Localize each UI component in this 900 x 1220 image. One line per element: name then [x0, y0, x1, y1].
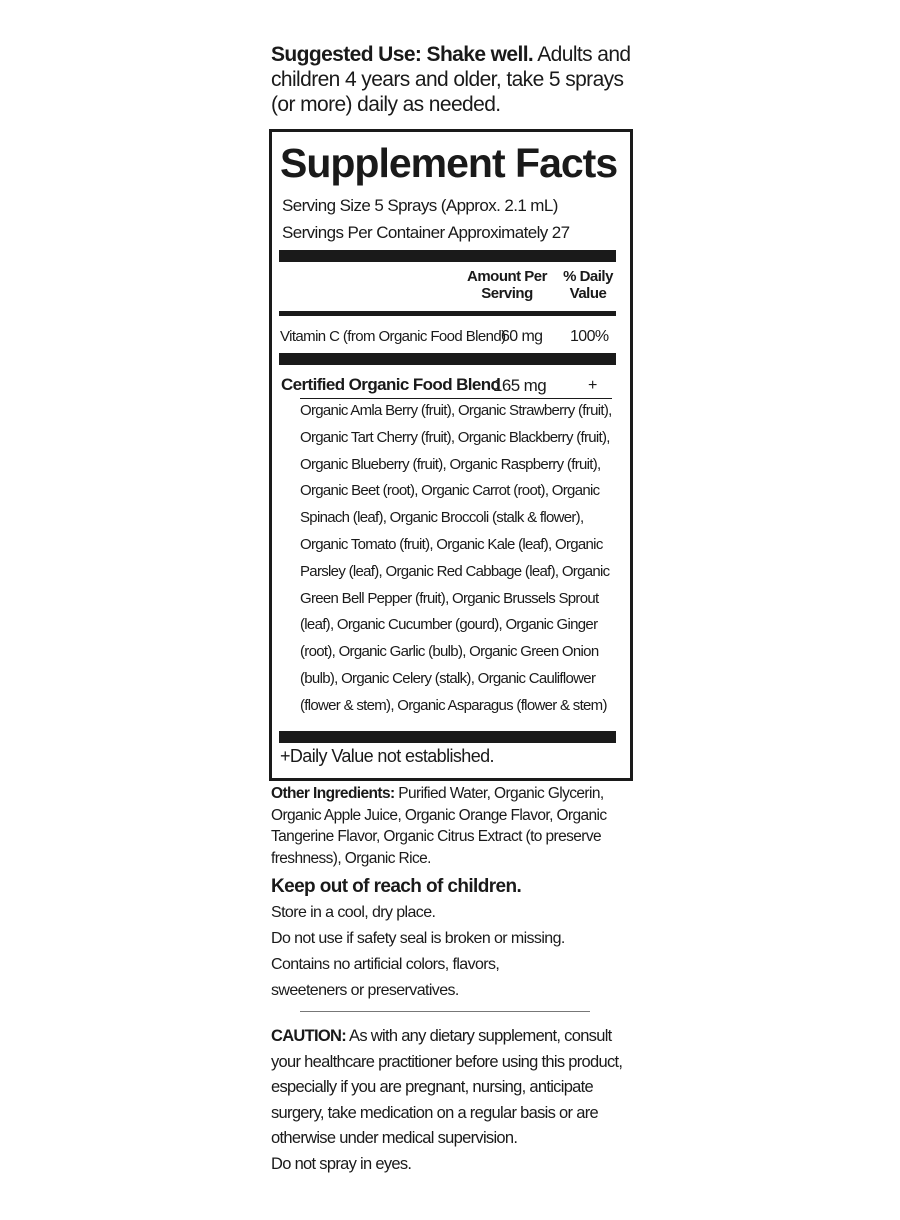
storage-line: Do not use if safety seal is broken or missing.	[271, 930, 565, 947]
caution-last-line: Do not spray in eyes.	[271, 1154, 412, 1173]
ingredient-line: Green Bell Pepper (fruit), Organic Brussels Sprout	[300, 589, 599, 607]
suggested-use	[271, 42, 651, 117]
other-ingredients-text: Purified Water, Organic Glycerin, Organic Apple Juice, Organic Orange Flavor, Organic Tangerine Flavor, Organic Citrus Extract (to preserve freshness), Organic Rice.	[271, 785, 607, 867]
keep-out-warning: Keep out of reach of children.	[271, 876, 522, 897]
ingredient-line: (root), Organic Garlic (bulb), Organic Green Onion	[300, 643, 599, 661]
ingredient-line: Organic Tomato (fruit), Organic Kale (leaf), Organic	[300, 536, 603, 553]
thick-divider	[279, 353, 616, 365]
section-divider	[300, 1011, 590, 1012]
ingredient-line: Organic Beet (root), Organic Carrot (root), Organic	[300, 482, 600, 500]
caution-label: CAUTION:	[271, 1027, 347, 1045]
ingredient-line: (bulb), Organic Celery (stalk), Organic Cauliflower	[300, 670, 596, 687]
vitamin-c-name: Vitamin C (from Organic Food Blend)	[280, 328, 506, 345]
ingredient-line: Parsley (leaf), Organic Red Cabbage (leaf), Organic	[300, 562, 610, 580]
caution-text: As with any dietary supplement, consult your healthcare practitioner before using this product, especially if you are pregnant, nursing, anticipate surgery, take medication on a regular basis or are otherwise under medical supervision.	[271, 1027, 623, 1147]
ingredient-line: Spinach (leaf), Organic Broccoli (stalk & flower),	[300, 509, 584, 527]
caution-block	[271, 1024, 631, 1177]
vitamin-c-amount: 60 mg	[501, 328, 543, 345]
supplement-facts-panel	[269, 129, 633, 781]
storage-line: Store in a cool, dry place.	[271, 904, 436, 921]
blend-name: Certified Organic Food Blend	[281, 375, 501, 394]
other-ingredients-label: Other Ingredients:	[271, 785, 395, 802]
ingredient-line: Organic Blueberry (fruit), Organic Raspberry (fruit),	[300, 455, 601, 473]
ingredient-line: Organic Tart Cherry (fruit), Organic Blackberry (fruit),	[300, 428, 610, 446]
thin-divider	[300, 398, 612, 399]
suggested-use-label: Suggested Use: Shake well.	[271, 43, 534, 66]
daily-value-header: % Daily Value	[563, 268, 613, 302]
serving-size: Serving Size 5 Sprays (Approx. 2.1 mL)	[282, 196, 558, 215]
storage-line: sweeteners or preservatives.	[271, 982, 459, 999]
thick-divider	[279, 731, 616, 743]
blend-dv: +	[588, 377, 597, 394]
storage-line: Contains no artificial colors, flavors,	[271, 956, 500, 973]
ingredient-line: (flower & stem), Organic Asparagus (flower & stem)	[300, 696, 607, 714]
vitamin-c-dv: 100%	[570, 328, 609, 345]
amount-per-serving-header: Amount Per Serving	[466, 268, 547, 302]
ingredient-line: Organic Amla Berry (fruit), Organic Strawberry (fruit),	[300, 402, 612, 419]
servings-per-container: Servings Per Container Approximately 27	[282, 223, 570, 242]
thick-divider	[279, 250, 616, 262]
daily-value-footnote: +Daily Value not established.	[280, 746, 494, 766]
medium-divider	[279, 311, 616, 316]
suggested-use-text: Adults and children 4 years and older, take 5 sprays (or more) daily as needed.	[271, 43, 631, 116]
facts-title: Supplement Facts	[280, 140, 618, 186]
blend-amount: 165 mg	[493, 376, 547, 395]
ingredient-line: (leaf), Organic Cucumber (gourd), Organic Ginger	[300, 616, 598, 634]
other-ingredients	[271, 783, 631, 869]
